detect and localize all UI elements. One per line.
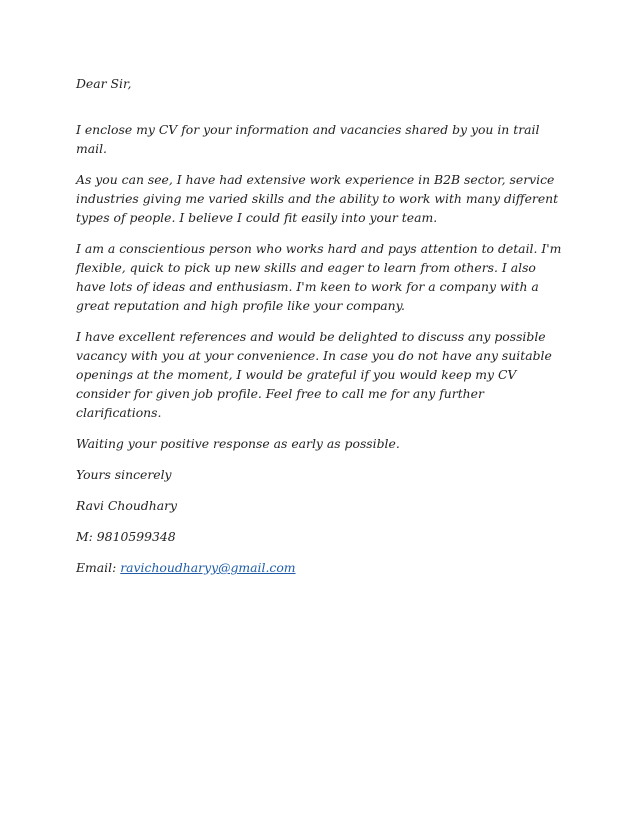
paragraph-intro: I enclose my CV for your information and vacancies shared by you in trail mail. <box>76 122 540 156</box>
paragraph-experience: As you can see, I have had extensive work experience in B2B sector, service industries giving me varied skills and the ability to work with many different types of people. I believe I could fit easily into your team. <box>76 172 559 225</box>
paragraph-qualities: I am a conscientious person who works hard and pays attention to detail. I'm flexible, quick to pick up new skills and eager to learn from others. I also have lots of ideas and enthusiasm. I'm keen to work for a company with a great reputation and high profile like your company. <box>76 241 562 313</box>
cover-letter <box>76 74 564 589</box>
paragraph-waiting: Waiting your positive response as early as possible. <box>76 436 400 451</box>
salutation: Dear Sir, <box>76 76 132 91</box>
email-label: Email: <box>76 560 121 575</box>
signature-name: Ravi Choudhary <box>76 498 178 513</box>
closing: Yours sincerely <box>76 467 172 482</box>
email-line <box>76 558 564 577</box>
mobile-number: M: 9810599348 <box>76 529 176 544</box>
paragraph-references: I have excellent references and would be delighted to discuss any possible vacancy with you at your convenience. In case you do not have any suitable openings at the moment, I would be grateful if you would keep my CV consider for given job profile. Feel free to call me for any further clarifications. <box>76 329 552 420</box>
email-link[interactable]: ravichoudharyy@gmail.com <box>120 560 296 575</box>
